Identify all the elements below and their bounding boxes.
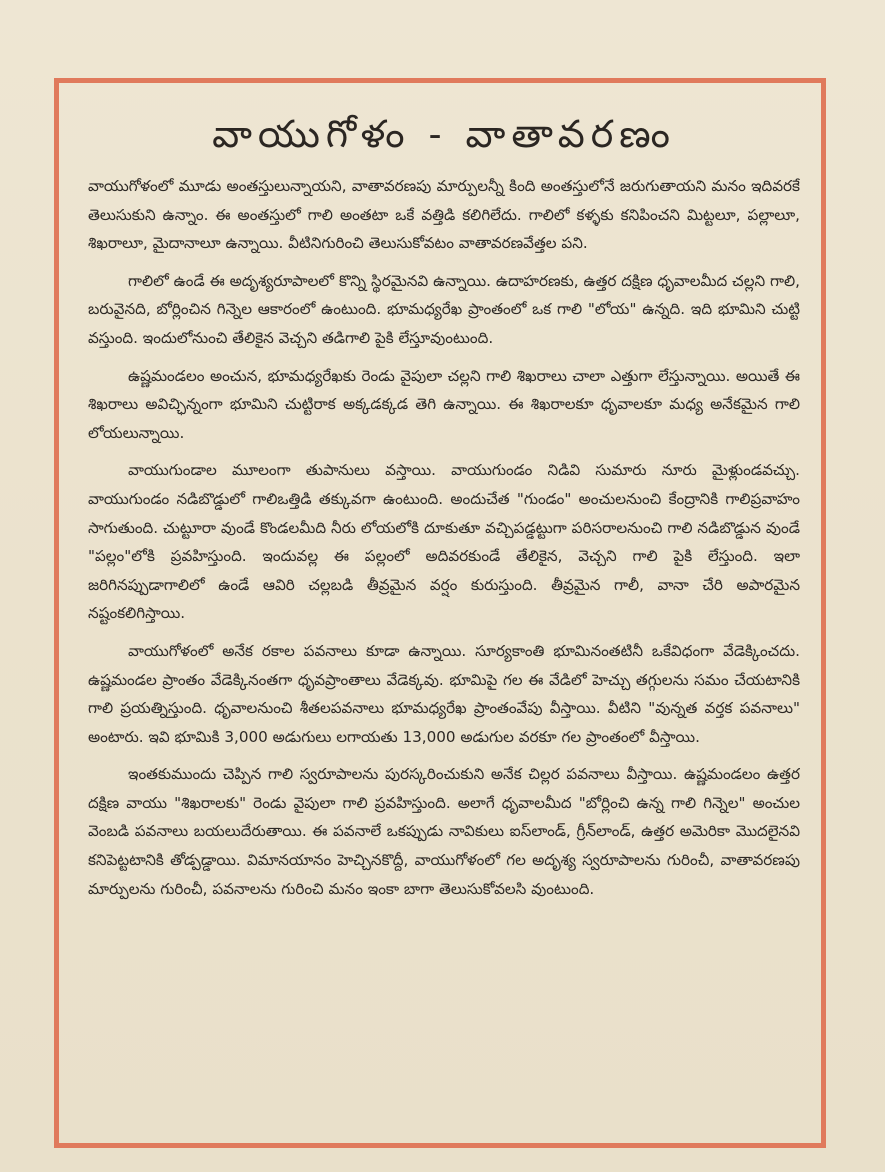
paragraph-1: వాయుగోళంలో మూడు అంతస్తులున్నాయని, వాతావరణపు మార్పులన్నీ కింది అంతస్తులోనే జరుగుతాయని మనం ఇదివరకే తెలుసుకుని ఉన్నాం. ఈ అంతస్తులో గాలి అంతటా ఒకే వత్తిడి కలిగిలేదు. గాలిలో కళ్ళకు కనిపించని మిట్టలూ, పల్లాలూ, శిఖరాలూ, మైదానాలూ ఉన్నాయి. వీటినిగురించి తెలుసుకోవటం వాతావరణవేత్తల పని.	[88, 177, 800, 253]
paragraph-5: వాయుగోళంలో అనేక రకాల పవనాలు కూడా ఉన్నాయి. సూర్యకాంతి భూమినంతటినీ ఒకేవిధంగా వేడెక్కించదు. ఉష్ణమండల ప్రాంతం వేడెక్కినంతగా ధృవప్రాంతాలు వేడెక్కవు. భూమిపై గల ఈ వేడిలో హెచ్చు తగ్గులను సమం చేయటానికి గాలి ప్రయత్నిస్తుంది. ధృవాలనుంచి శీతలపవనాలు భూమధ్యరేఖ ప్రాంతంవేపు వీస్తాయి. వీటిని "వున్నత వర్తక పవనాలు" అంటారు. ఇవి భూమికి 3,000 అడుగులు లగాయతు 13,000 అడుగుల వరకూ గల ప్రాంతంలో వీస్తాయి.	[88, 641, 800, 746]
paragraph-4: వాయుగుండాల మూలంగా తుపానులు వస్తాయి. వాయుగుండం నిడివి సుమారు నూరు మైళ్లుండవచ్చు. వాయుగుండం నడిబొడ్డులో గాలిఒత్తిడి తక్కువగా ఉంటుంది. అందుచేత "గుండం" అంచులనుంచి కేంద్రానికి గాలిప్రవాహం సాగుతుంది. చుట్టూరా వుండే కొండలమీది నీరు లోయలోకి దూకుతూ వచ్చిపడ్డట్టుగా పరిసరాలనుంచి గాలి నడిబొడ్డున వుండే "పల్లం"లోకి ప్రవహిస్తుంది. ఇందువల్ల ఈ పల్లంలో అదివరకుండే తేలికైన, వెచ్చని గాలి పైకి లేస్తుంది. ఇలా జరిగినప్పుడాగాలిలో ఉండే ఆవిరి చల్లబడి తీవ్రమైన వర్షం కురుస్తుంది. తీవ్రమైన గాలీ, వానా చేరి అపారమైన నష్టంకలిగిస్తాయి.	[88, 461, 800, 623]
article	[88, 110, 800, 912]
paragraph-2: గాలిలో ఉండే ఈ అదృశ్యరూపాలలో కొన్ని స్థిరమైనవి ఉన్నాయి. ఉదాహరణకు, ఉత్తర దక్షిణ ధృవాలమీద చల్లని గాలి, బరువైనది, బోర్లించిన గిన్నెల ఆకారంలో ఉంటుంది. భూమధ్యరేఖ ప్రాంతంలో ఒక గాలి "లోయ" ఉన్నది. ఇది భూమిని చుట్టి వస్తుంది. ఇందులోనుంచి తేలికైన వెచ్చని తడిగాలి పైకి లేస్తూవుంటుంది.	[88, 271, 800, 347]
paragraph-3: ఉష్ణమండలం అంచున, భూమధ్యరేఖకు రెండు వైపులా చల్లని గాలి శిఖరాలు చాలా ఎత్తుగా లేస్తున్నాయి. అయితే ఈ శిఖరాలు అవిచ్ఛిన్నంగా భూమిని చుట్టిరాక అక్కడక్కడ తెగి ఉన్నాయి. ఈ శిఖరాలకూ ధృవాలకూ మధ్య అనేకమైన గాలి లోయలున్నాయి.	[88, 366, 800, 442]
paragraph-6: ఇంతకుముందు చెప్పిన గాలి స్వరూపాలను పురస్కరించుకుని అనేక చిల్లర పవనాలు వీస్తాయి. ఉష్ణమండలం ఉత్తర దక్షిణ వాయు "శిఖరాలకు" రెండు వైపులా గాలి ప్రవహిస్తుంది. అలాగే ధృవాలమీద "బోర్లించి ఉన్న గాలి గిన్నెల" అంచుల వెంబడి పవనాలు బయలుదేరుతాయి. ఈ పవనాలే ఒకప్పుడు నావికులు ఐస్‌లాండ్, గ్రీన్‌లాండ్, ఉత్తర అమెరికా మొదలైనవి కనిపెట్టటానికి తోడ్పడ్డాయి. విమానయానం హెచ్చినకొద్దీ, వాయుగోళంలో గల అదృశ్య స్వరూపాలను గురించీ, వాతావరణపు మార్పులను గురించీ, పవనాలను గురించి మనం ఇంకా బాగా తెలుసుకోవలసి వుంటుంది.	[88, 765, 800, 898]
page-title: వాయుగోళం - వాతావరణం	[212, 112, 676, 156]
